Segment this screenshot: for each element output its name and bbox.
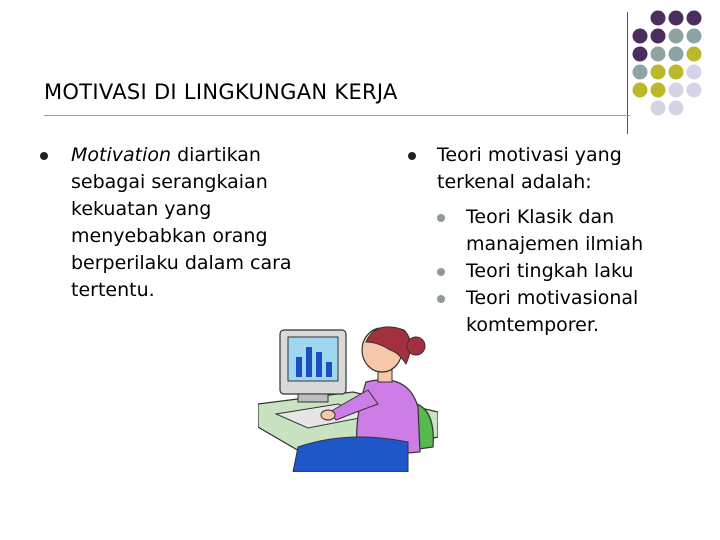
decor-dot (651, 29, 666, 44)
decor-dot (687, 83, 702, 98)
decor-dot (687, 65, 702, 80)
definition-text: diartikan sebagai serangkaian kekuatan yang menyebabkan orang berperilaku dalam cara tertentu. (71, 144, 292, 301)
title-underline (44, 115, 630, 116)
decor-dot (669, 101, 684, 116)
decor-dot (651, 101, 666, 116)
theory-item: Teori motivasional komtemporer. (466, 287, 639, 336)
sub-bullet-dot (437, 268, 445, 276)
dot-grid-decoration (0, 0, 720, 140)
definition-paragraph (71, 142, 341, 304)
theory-item: Teori Klasik dan manajemen ilmiah (466, 206, 644, 255)
decor-dot (687, 11, 702, 26)
theories-intro: Teori motivasi yang terkenal adalah: (437, 144, 622, 193)
decor-dot (687, 47, 702, 62)
decor-dot (669, 83, 684, 98)
bullet-dot (408, 152, 416, 160)
decor-dot (669, 11, 684, 26)
woman-at-computer-clipart (258, 312, 438, 472)
decor-dot (633, 29, 648, 44)
decor-dot (633, 65, 648, 80)
decor-dot (651, 83, 666, 98)
definition-term: Motivation (71, 144, 172, 166)
sub-bullet-dot (437, 295, 445, 303)
decor-dot (651, 11, 666, 26)
decor-dot (669, 47, 684, 62)
decor-dot (633, 83, 648, 98)
decor-dot (687, 29, 702, 44)
decor-dot (633, 47, 648, 62)
sub-bullet-dot (437, 214, 445, 222)
decor-dot (651, 65, 666, 80)
theory-item: Teori tingkah laku (466, 260, 634, 282)
decor-dot (651, 47, 666, 62)
decor-dot (669, 29, 684, 44)
slide-title: MOTIVASI DI LINGKUNGAN KERJA (44, 80, 398, 104)
bullet-dot (40, 152, 48, 160)
decor-dot (669, 65, 684, 80)
